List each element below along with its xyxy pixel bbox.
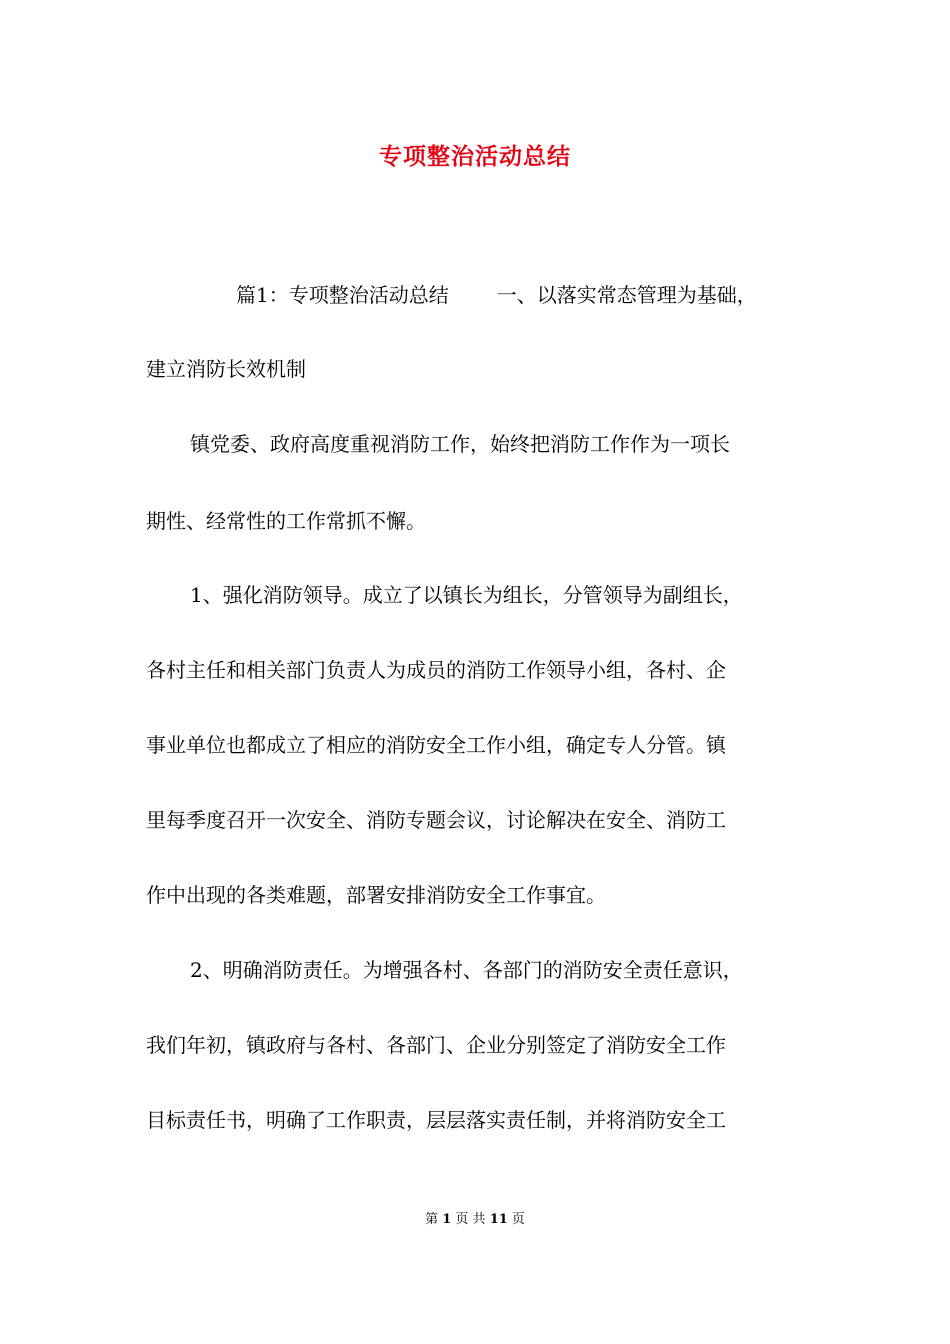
text-line-7: 事业单位也都成立了相应的消防安全工作小组，确定专人分管。镇 — [146, 733, 726, 757]
text-line-9: 作中出现的各类难题，部署安排消防安全工作事宜。 — [146, 883, 606, 907]
text-line-3: 镇党委、政府高度重视消防工作，始终把消防工作作为一项长 — [190, 432, 730, 456]
page-footer — [0, 1208, 950, 1227]
text-line-4: 期性、经常性的工作常抓不懈。 — [146, 509, 426, 533]
text-line-11: 我们年初，镇政府与各村、各部门、企业分别签定了消防安全工作 — [146, 1033, 726, 1057]
footer-label-of: 页 共 — [455, 1212, 486, 1227]
text-line-12: 目标责任书，明确了工作职责，层层落实责任制，并将消防安全工 — [146, 1108, 726, 1132]
text-line-8: 里每季度召开一次安全、消防专题会议，讨论解决在安全、消防工 — [146, 808, 726, 832]
current-page-number: 1 — [442, 1212, 452, 1227]
text-line-1 — [236, 281, 757, 309]
subsection-heading: 一、以落实常态管理为基础， — [496, 283, 757, 307]
section-heading: 篇1：专项整治活动总结 — [236, 283, 449, 307]
text-line-6: 各村主任和相关部门负责人为成员的消防工作领导小组，各村、企 — [146, 658, 726, 682]
text-line-10: 2、明确消防责任。为增强各村、各部门的消防安全责任意识， — [190, 958, 743, 982]
document-title: 专项整治活动总结 — [379, 143, 571, 170]
footer-label-end: 页 — [511, 1212, 525, 1227]
total-pages-number: 11 — [489, 1212, 508, 1227]
footer-label-page: 第 — [425, 1212, 439, 1227]
text-line-5: 1、强化消防领导。成立了以镇长为组长，分管领导为副组长， — [190, 583, 743, 607]
text-line-2: 建立消防长效机制 — [146, 357, 306, 381]
